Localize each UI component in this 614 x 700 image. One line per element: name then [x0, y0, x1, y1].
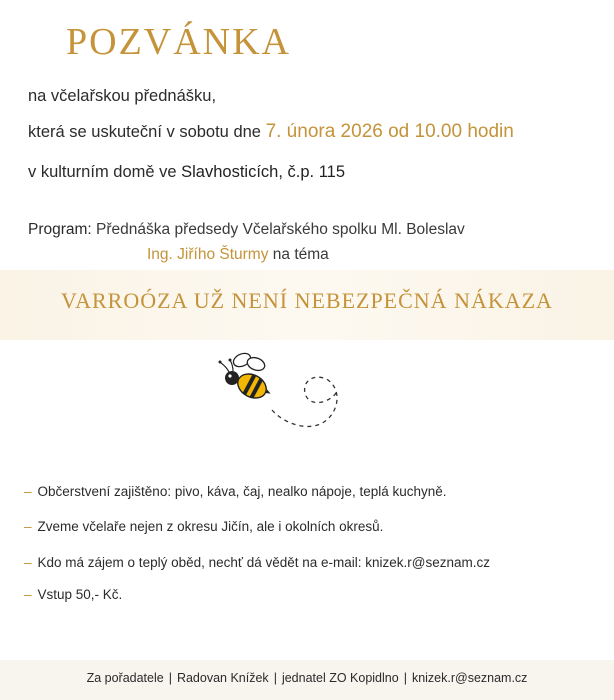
speaker-prefix: Ing. — [147, 246, 178, 263]
program-text: Přednáška předsedy Včelařského spolku Ml. Boleslav — [91, 221, 465, 238]
list-item: – Občerstvení zajištěno: pivo, káva, čaj, nealko nápoje, teplá kuchyně. — [24, 484, 447, 499]
topic-title: VARROÓZA UŽ NENÍ NEBEZPEČNÁ NÁKAZA — [61, 288, 553, 313]
speaker-name: Jiřího Šturmy — [177, 246, 269, 263]
list-item: – Vstup 50,- Kč. — [24, 587, 123, 602]
footer-separator: | — [403, 671, 407, 685]
footer-organizer-name: Radovan Knížek — [176, 671, 269, 685]
bee-icon — [214, 352, 354, 432]
location-prefix: v kulturním domě ve — [28, 163, 182, 181]
footer-separator: | — [168, 671, 172, 685]
date-line — [28, 121, 514, 143]
program-label: Program: — [28, 221, 92, 238]
intro-line: na včelařskou přednášku, — [28, 87, 217, 105]
speaker-suffix: na téma — [268, 246, 329, 263]
date-line-prefix: která se uskuteční v sobotu dne — [28, 123, 266, 141]
footer-organizer-label: Za pořadatele — [86, 671, 164, 685]
event-location: Slavhosticích, č.p. 115 — [181, 163, 346, 181]
speaker-line — [147, 246, 329, 264]
page-title: POZVÁNKA — [66, 21, 291, 63]
footer-role: jednatel ZO Kopidlno — [281, 671, 399, 685]
list-item: – Kdo má zájem o teplý oběd, nechť dá vědět na e-mail: knizek.r@seznam.cz — [24, 555, 491, 570]
location-line — [28, 163, 345, 182]
footer-separator: | — [273, 671, 277, 685]
footer-email: knizek.r@seznam.cz — [411, 671, 528, 685]
event-date: 7. února 2026 od 10.00 hodin — [265, 121, 514, 142]
footer — [0, 671, 614, 685]
program-line — [28, 221, 465, 239]
list-item: – Zveme včelaře nejen z okresu Jičín, ale i okolních okresů. — [24, 519, 384, 534]
